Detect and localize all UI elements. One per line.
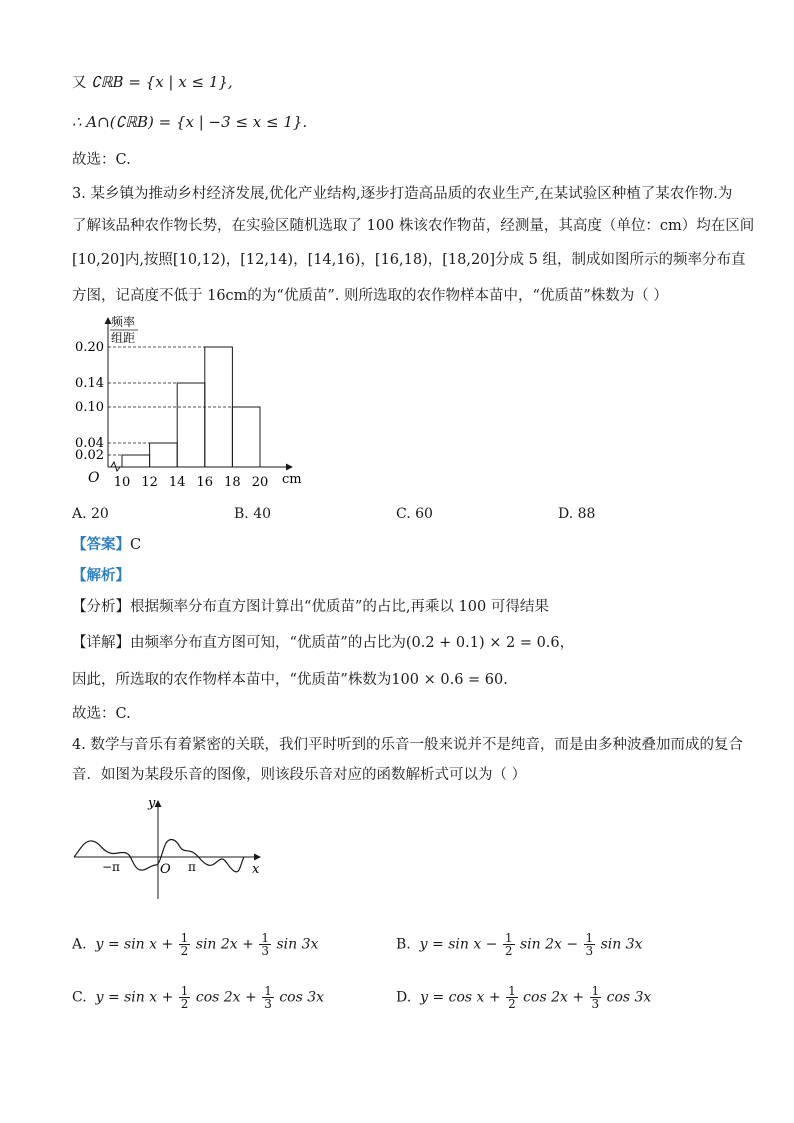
option-mid: cos 2x + bbox=[523, 989, 585, 1006]
pi-label: π bbox=[188, 860, 196, 874]
option-pre: y = sin x − bbox=[419, 936, 498, 953]
option-post: cos 3x bbox=[279, 989, 325, 1006]
y-tick-label: 0.20 bbox=[75, 340, 104, 355]
x-tick-label: 10 bbox=[113, 475, 131, 490]
q4-option-d[interactable] bbox=[396, 985, 651, 1010]
xiangjie-label: 【详解】 bbox=[72, 635, 130, 651]
fraction-third: $\frac{1}{3}$ bbox=[591, 984, 600, 1011]
option-letter: B. bbox=[396, 936, 411, 953]
option-letter: C. bbox=[72, 989, 87, 1006]
option-mid: cos 2x + bbox=[195, 989, 257, 1006]
option-mid: sin 2x + bbox=[195, 936, 254, 953]
neg-pi-label: −π bbox=[102, 860, 120, 874]
xiangjie-text: 由频率分布直方图可知，“优质苗”的占比为(0.2 + 0.1) × 2 = 0.6， bbox=[130, 635, 575, 651]
y-tick-label: 0.10 bbox=[75, 400, 104, 415]
fraction-third: $\frac{1}{3}$ bbox=[264, 984, 272, 1011]
q3-stem-line2: 了解该品种农作物长势，在实验区随机选取了 100 株该农作物苗，经测量，其高度（单位：cm）均在区间 bbox=[72, 218, 755, 234]
frequency-histogram bbox=[70, 312, 310, 494]
ylabel-bottom: 组距 bbox=[111, 331, 136, 345]
answer-line bbox=[72, 535, 141, 555]
y-tick-label: 0.04 bbox=[75, 436, 104, 451]
q4-option-c[interactable] bbox=[72, 985, 324, 1010]
choose-line-q2: 故选：C. bbox=[72, 152, 131, 168]
analysis-label: 【解析】 bbox=[72, 567, 130, 584]
option-letter: D. bbox=[396, 989, 412, 1006]
fraction-half: $\frac{1}{2}$ bbox=[504, 931, 513, 958]
fraction-half: $\frac{1}{2}$ bbox=[180, 931, 189, 958]
histogram-bar bbox=[122, 455, 150, 467]
ylabel-top: 频率 bbox=[111, 315, 136, 329]
histogram-bar bbox=[150, 443, 178, 467]
option-letter: A. bbox=[72, 936, 87, 953]
fraction-third: $\frac{1}{3}$ bbox=[585, 931, 594, 958]
q3-stem-line3: [10,20]内,按照[10,12)，[12,14)，[14,16)，[16,18)，[18,20]分成 5 组，制成如图所示的频率分布直 bbox=[72, 252, 746, 268]
q4-stem-line1: 4. 数学与音乐有着紧密的关联，我们平时听到的乐音一般来说并不是纯音，而是由多种波叠加而成的复合 bbox=[72, 737, 743, 753]
option-post: sin 3x bbox=[276, 936, 319, 953]
fraction-third: $\frac{1}{3}$ bbox=[261, 931, 269, 958]
x-tick-label: 16 bbox=[196, 475, 214, 490]
choose-line-q3: 故选：C. bbox=[72, 706, 131, 722]
x-tick-label: 18 bbox=[224, 475, 241, 490]
x-tick-label: 20 bbox=[251, 475, 269, 490]
intersection-formula: ∴ A∩(∁ℝB) = {x | −3 ≤ x ≤ 1}. bbox=[72, 113, 308, 131]
option-pre: y = sin x + bbox=[95, 989, 174, 1006]
option-post: cos 3x bbox=[606, 989, 652, 1006]
option-pre: y = cos x + bbox=[420, 989, 501, 1006]
sound-wave-graph bbox=[70, 795, 270, 900]
conclusion-line: 因此，所选取的农作物样本苗中，“优质苗”株数为100 × 0.6 = 60. bbox=[72, 672, 508, 688]
origin-label: O bbox=[88, 470, 100, 486]
x-unit-label: cm bbox=[282, 472, 302, 487]
analysis-line bbox=[72, 566, 130, 586]
histogram-bar bbox=[232, 407, 260, 467]
q3-option-c[interactable]: C. 60 bbox=[396, 506, 433, 522]
option-post: sin 3x bbox=[600, 936, 643, 953]
complement-line bbox=[72, 72, 233, 93]
y-tick-label: 0.14 bbox=[75, 376, 104, 391]
fenxi-line bbox=[72, 597, 549, 617]
fraction-half: $\frac{1}{2}$ bbox=[508, 984, 516, 1011]
y-tick-label: 0.02 bbox=[75, 448, 104, 463]
x-label: x bbox=[252, 862, 260, 877]
q4-option-b[interactable] bbox=[396, 932, 643, 957]
x-tick-label: 12 bbox=[141, 475, 158, 490]
q4-stem-line2: 音．如图为某段乐音的图像，则该段乐音对应的函数解析式可以为（ ） bbox=[72, 767, 527, 783]
fenxi-label: 【分析】 bbox=[72, 599, 130, 615]
q3-stem-line4: 方图，记高度不低于 16cm的为“优质苗”. 则所选取的农作物样本苗中，“优质苗”株数为（ ） bbox=[72, 288, 668, 304]
answer-value: C bbox=[130, 537, 142, 553]
text-prefix: 又 bbox=[72, 75, 87, 91]
origin-label: O bbox=[160, 862, 171, 877]
q3-stem-line1: 3. 某乡镇为推动乡村经济发展,优化产业结构,逐步打造高品质的农业生产,在某试验区种植了某农作物.为 bbox=[72, 186, 733, 202]
fenxi-text: 根据频率分布直方图计算出“优质苗”的占比,再乘以 100 可得结果 bbox=[130, 599, 549, 615]
complement-formula: ∁ℝB = {x | x ≤ 1}, bbox=[91, 73, 233, 91]
q3-option-d[interactable]: D. 88 bbox=[558, 506, 596, 522]
intersection-line bbox=[72, 112, 307, 133]
wave-curve bbox=[74, 840, 244, 872]
q3-option-a[interactable]: A. 20 bbox=[72, 506, 109, 522]
answer-label: 【答案】 bbox=[72, 536, 130, 553]
q3-option-b[interactable]: B. 40 bbox=[234, 506, 272, 522]
y-label: y bbox=[148, 796, 156, 811]
option-pre: y = sin x + bbox=[95, 936, 174, 953]
x-tick-label: 14 bbox=[168, 475, 186, 490]
q4-option-a[interactable] bbox=[72, 932, 318, 957]
histogram-bar bbox=[177, 383, 205, 467]
xiangjie-line bbox=[72, 633, 574, 653]
fraction-half: $\frac{1}{2}$ bbox=[180, 984, 189, 1011]
option-mid: sin 2x − bbox=[519, 936, 579, 953]
